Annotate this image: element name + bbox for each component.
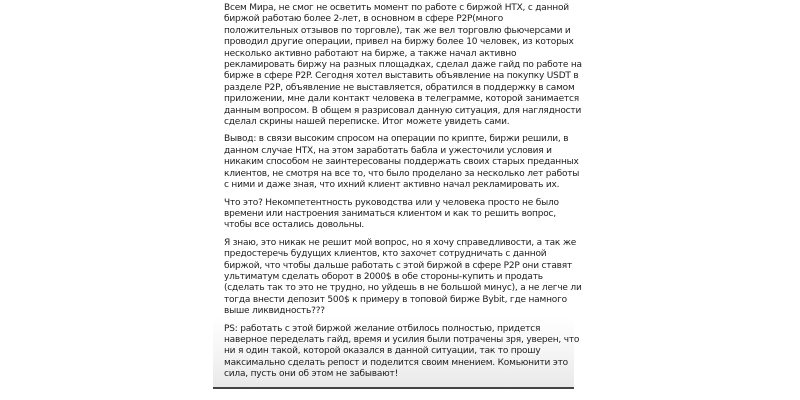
text-line: данном случае HTX, на этом заработать бабла и ужесточили условия и bbox=[224, 145, 552, 156]
text-line: несколько активно работают на бирже, а также начал активно bbox=[224, 48, 517, 59]
text-line: рекламировать биржу на разных площадках, сделал даже гайд по работе на bbox=[224, 60, 582, 71]
text-line: (сделать так то это не трудно, но уйдешь в не большой минус), а не легче ли bbox=[224, 283, 582, 294]
text-line: максимально сделать репост и поделится своим мнением. Комьюнити это bbox=[224, 357, 568, 368]
paragraph-ps bbox=[224, 323, 580, 381]
text-line: Вывод: в связи высоким спросом на операции по крипте, биржи решили, в bbox=[224, 134, 569, 145]
text-line: ни я один такой, которой оказался в данной ситуации, так то прошу bbox=[224, 346, 541, 357]
text-line: времени или настроения заниматься клиентом и как то решить вопрос, bbox=[224, 208, 556, 219]
text-line: биржой работаю более 2-лет, в основном в сфере P2P(много bbox=[224, 14, 504, 25]
text-line: приложении, мне дали контакт человека в телеграмме, которой занимается bbox=[224, 94, 579, 105]
paragraph-intro bbox=[224, 3, 582, 128]
text-line: предостеречь будущих клиентов, кто захочет сотрудничать с данной bbox=[224, 249, 547, 260]
paragraph-question bbox=[224, 198, 576, 232]
text-line: никаким способом не заинтересованы поддержать своих старых преданных bbox=[224, 157, 579, 168]
text-line: данным вопросом. В общем я разрисовал данную ситуация, для наглядности bbox=[224, 105, 582, 116]
text-line: проводил другие операции, привел на биржу более 10 человек, из которых bbox=[224, 37, 574, 48]
paragraph-conclusion bbox=[224, 134, 580, 191]
post-panel bbox=[213, 0, 582, 389]
text-line: бирже в сфере P2P. Сегодня хотел выставить объявление на покупку USDT в bbox=[224, 71, 579, 82]
text-line: с ними и даже зная, что ихний клиент активно начал рекламировать их. bbox=[224, 180, 560, 191]
text-line: положительных отзывов по торговле), так же вел торговлю фьючерсами и bbox=[224, 25, 571, 36]
text-line: сила, пусть они об этом не забывают! bbox=[224, 369, 398, 380]
text-line: тогда внести депозит 500$ к примеру в топовой бирже Bybit, где намного bbox=[224, 294, 567, 305]
text-line: биржой, что чтобы дальше работать с этой биржой в сфере P2P они ставят bbox=[224, 260, 572, 271]
text-line: Я знаю, это никак не решит мой вопрос, но я хочу справедливости, а так же bbox=[224, 237, 577, 248]
text-line: ультиматум сделать оборот в 2000$ в обе стороны-купить и продать bbox=[224, 271, 543, 282]
text-line: чтобы все остались довольны. bbox=[224, 220, 365, 231]
text-line: наверное переделать гайд, время и усилия были потрачены зря, уверен, что bbox=[224, 334, 580, 345]
text-line: Что это? Некомпетентность руководства или у человека просто не было bbox=[224, 197, 559, 208]
text-line: сделал скрины нашей переписке. Итог можете увидеть сами. bbox=[224, 117, 510, 128]
text-line: разделе P2P, объявление не выставляется, обратился в поддержку в самом bbox=[224, 82, 575, 93]
text-line: Всем Мира, не смог не осветить момент по работе с биржой HTX, с данной bbox=[224, 3, 569, 13]
paragraph-warning bbox=[224, 237, 582, 318]
text-line: выше ликвидность??? bbox=[224, 306, 325, 317]
text-line: PS: работать с этой биржой желание отбилось полностью, придется bbox=[224, 323, 541, 334]
text-line: клиентов, не смотря на все то, что было проделано за несколько лет работы bbox=[224, 168, 580, 179]
post-body bbox=[224, 3, 582, 381]
